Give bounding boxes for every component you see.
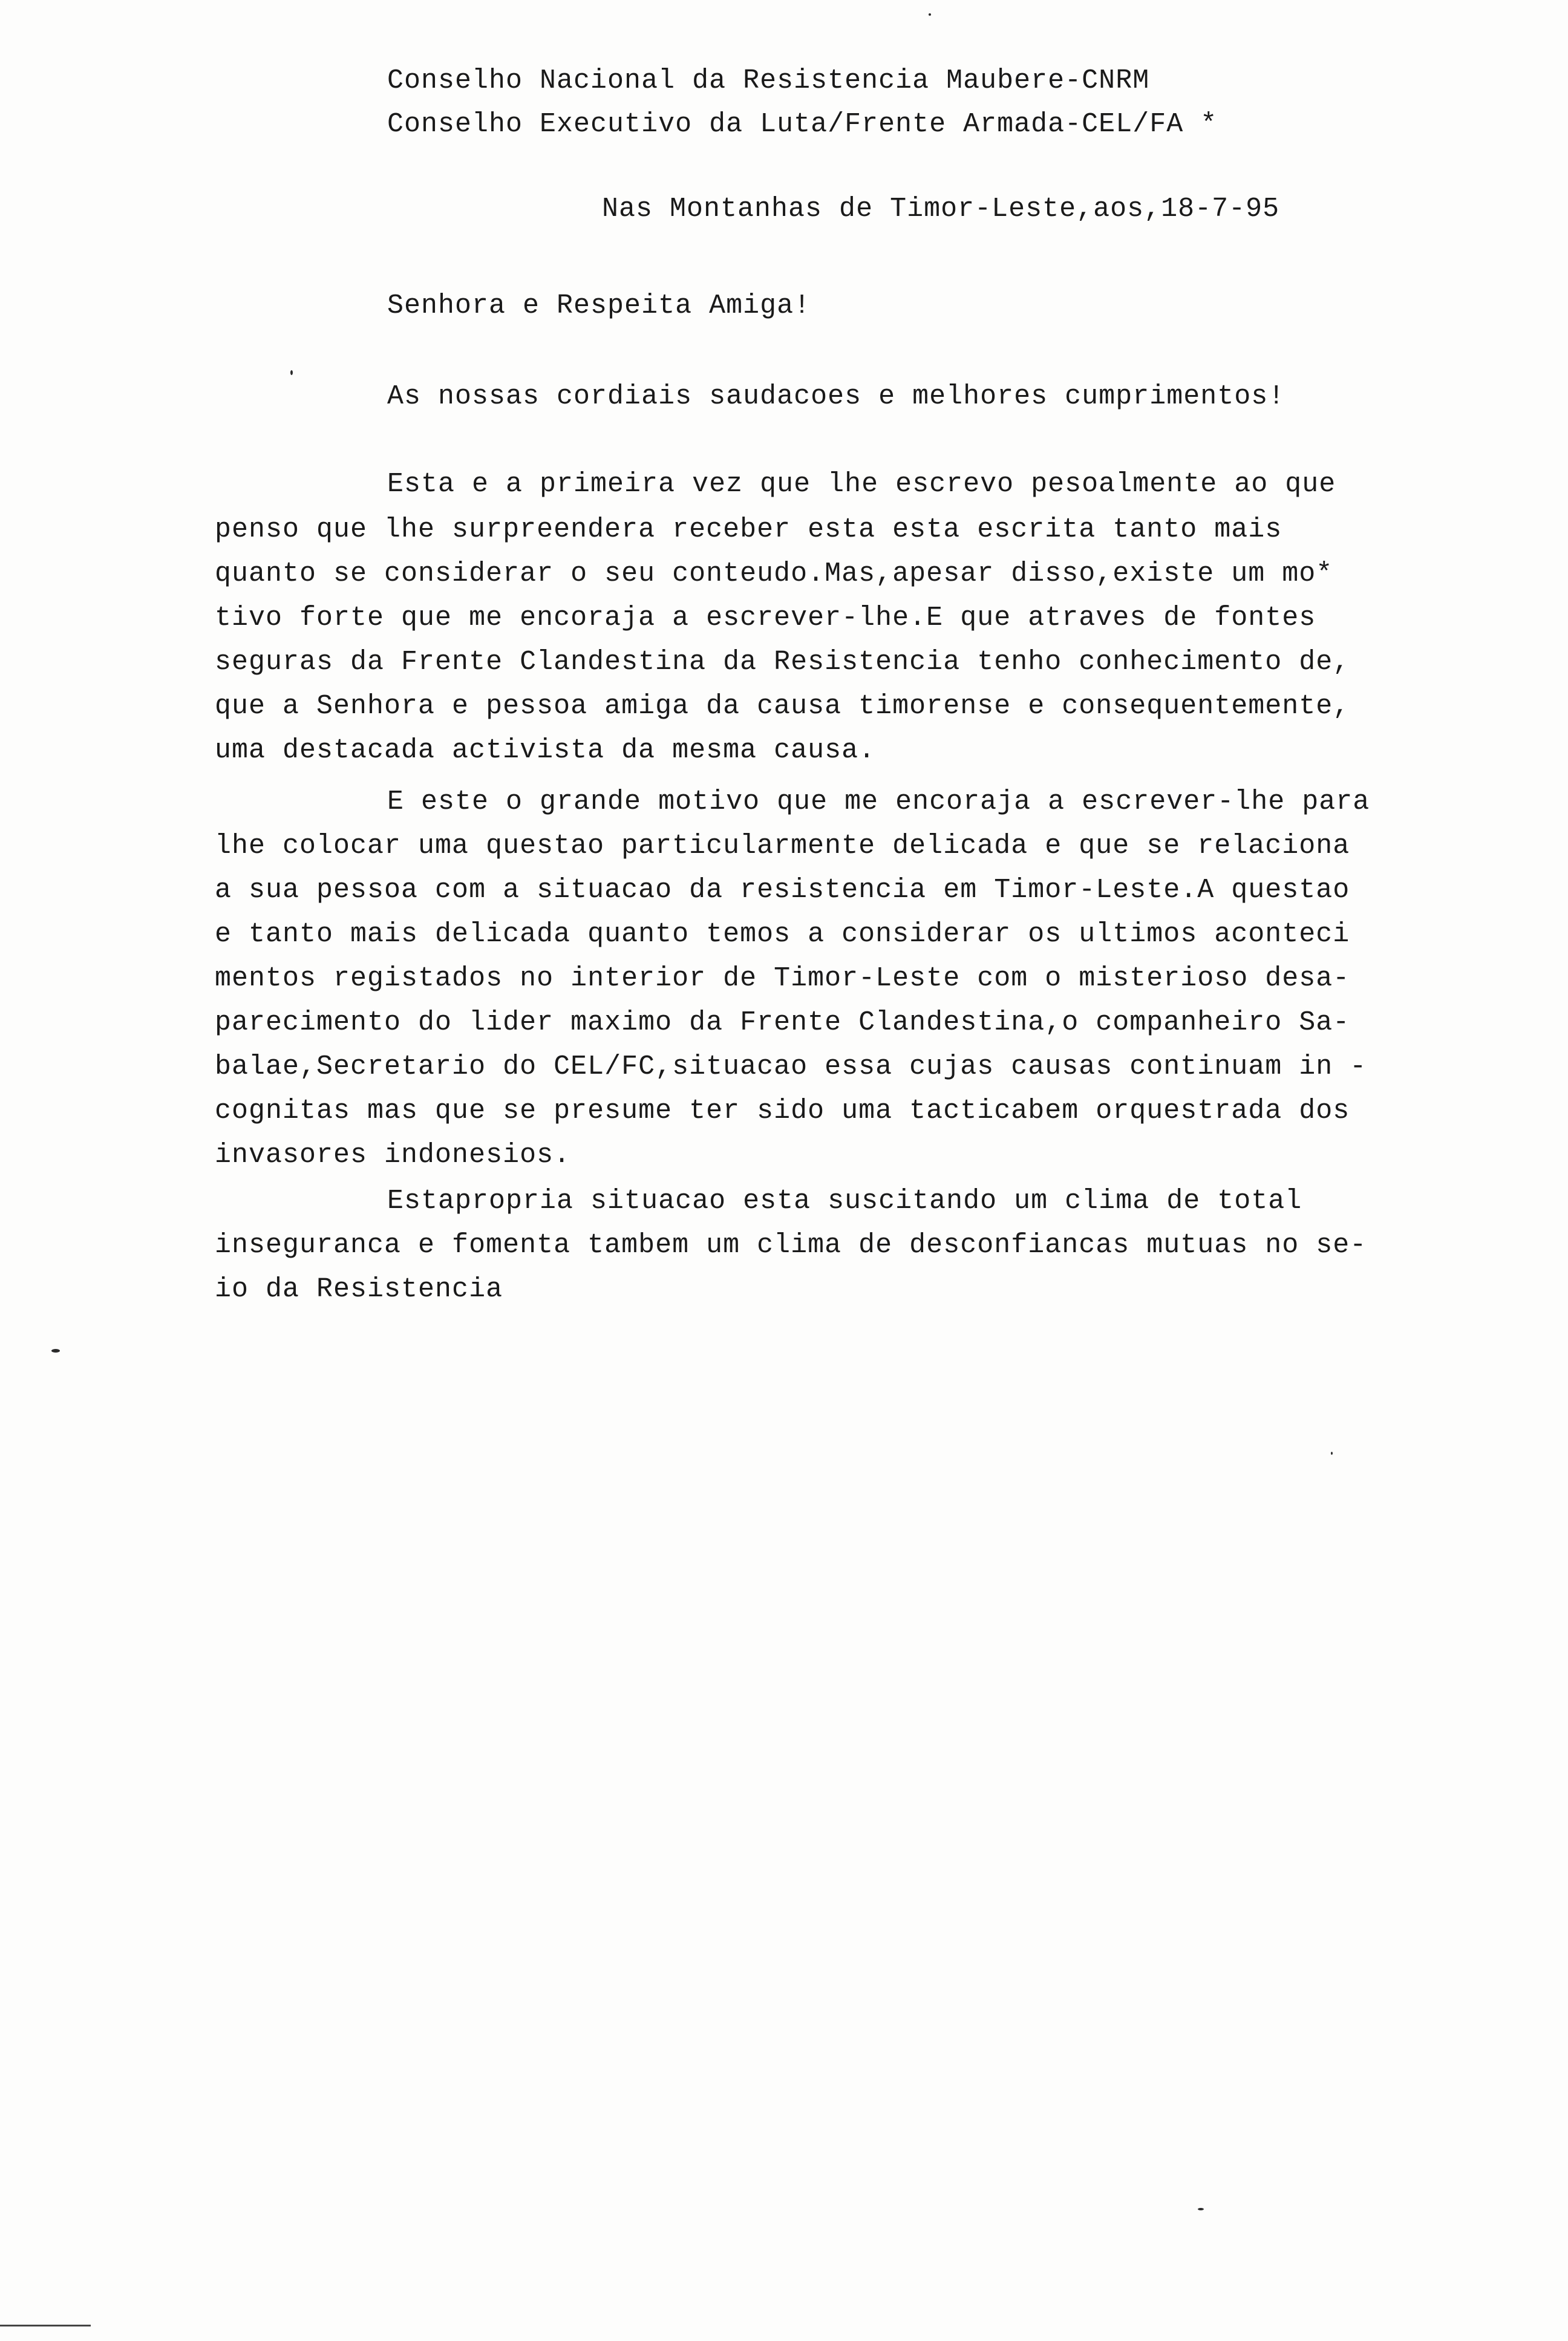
body-line: E este o grande motivo que me encoraja a escrever-lhe para xyxy=(387,786,1370,817)
scan-edge-mark xyxy=(0,2325,91,2326)
body-line: a sua pessoa com a situacao da resistencia em Timor-Leste.A questao xyxy=(215,875,1350,906)
header-organization-line: Conselho Nacional da Resistencia Maubere-CNRM xyxy=(387,65,1150,96)
salutation-line: Senhora e Respeita Amiga! xyxy=(387,290,811,321)
body-line: io da Resistencia xyxy=(215,1274,503,1305)
body-line: cognitas mas que se presume ter sido uma tacticabem orquestrada dos xyxy=(215,1095,1350,1126)
body-line: e tanto mais delicada quanto temos a considerar os ultimos aconteci xyxy=(215,919,1350,950)
body-line: parecimento do lider maximo da Frente Clandestina,o companheiro Sa- xyxy=(215,1007,1350,1038)
body-line: lhe colocar uma questao particularmente delicada e que se relaciona xyxy=(215,831,1350,861)
body-line: quanto se considerar o seu conteudo.Mas,apesar disso,existe um mo* xyxy=(215,558,1333,589)
scan-speck xyxy=(929,13,931,16)
scan-speck xyxy=(290,370,293,375)
scan-speck xyxy=(1331,1452,1333,1455)
place-date-line: Nas Montanhas de Timor-Leste,aos,18-7-95 xyxy=(602,194,1280,224)
body-line: mentos registados no interior de Timor-Leste com o misterioso desa- xyxy=(215,963,1350,994)
body-line: Esta e a primeira vez que lhe escrevo pesoalmente ao que xyxy=(387,469,1336,500)
body-line: uma destacada activista da mesma causa. xyxy=(215,735,876,766)
body-line: tivo forte que me encoraja a escrever-lhe.E que atraves de fontes xyxy=(215,602,1316,633)
greeting-line: As nossas cordiais saudacoes e melhores cumprimentos! xyxy=(387,381,1285,412)
body-line: Estapropria situacao esta suscitando um clima de total xyxy=(387,1186,1302,1216)
scan-speck xyxy=(51,1349,60,1353)
scan-speck xyxy=(1198,2208,1204,2210)
header-council-line: Conselho Executivo da Luta/Frente Armada-CEL/FA * xyxy=(387,109,1218,140)
body-line: seguras da Frente Clandestina da Resistencia tenho conhecimento de, xyxy=(215,647,1350,677)
body-line: balae,Secretario do CEL/FC,situacao essa cujas causas continuam in - xyxy=(215,1051,1367,1082)
body-line: que a Senhora e pessoa amiga da causa timorense e consequentemente, xyxy=(215,691,1350,722)
body-line: penso que lhe surpreendera receber esta esta escrita tanto mais xyxy=(215,514,1282,545)
body-line: inseguranca e fomenta tambem um clima de desconfiancas mutuas no se- xyxy=(215,1230,1367,1261)
body-line: invasores indonesios. xyxy=(215,1140,571,1170)
